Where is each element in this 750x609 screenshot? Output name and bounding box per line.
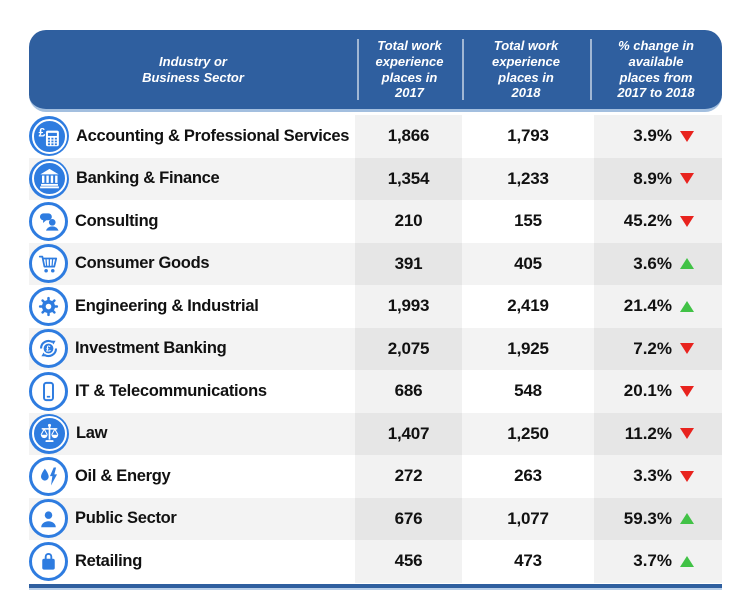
- oil-energy-icon: [29, 457, 68, 496]
- people-chat-icon: [29, 202, 68, 241]
- places-2017-value: 1,407: [355, 413, 462, 456]
- shopping-bag-icon: [29, 542, 68, 581]
- percent-change-value: 3.7%: [633, 551, 672, 571]
- industry-cell: [29, 200, 355, 243]
- percent-change-value: 3.6%: [633, 253, 672, 273]
- places-2017-value: 676: [355, 498, 462, 541]
- down-arrow-icon: [680, 343, 694, 354]
- industry-label: Investment Banking: [75, 339, 227, 358]
- industry-label: Consulting: [75, 211, 159, 230]
- percent-change-cell: [594, 200, 722, 243]
- places-2017-value: 2,075: [355, 328, 462, 371]
- places-2018-value: 405: [514, 253, 542, 273]
- industry-cell: [29, 370, 355, 413]
- percent-change-value: 20.1%: [623, 381, 672, 401]
- places-2018-value: 1,250: [507, 423, 549, 443]
- percent-change-value: 59.3%: [623, 508, 672, 528]
- up-arrow-icon: [680, 556, 694, 567]
- calculator-pound-icon: [29, 116, 69, 156]
- up-arrow-icon: [680, 513, 694, 524]
- table-row: [29, 370, 722, 413]
- percent-change-value: 8.9%: [633, 168, 672, 188]
- places-2017-value: 1,866: [355, 115, 462, 158]
- down-arrow-icon: [680, 428, 694, 439]
- person-icon: [29, 499, 68, 538]
- places-2018-value: 155: [514, 211, 542, 231]
- header-industry-sector: Industry or Business Sector: [142, 53, 244, 85]
- table-row: [29, 200, 722, 243]
- percent-change-value: 11.2%: [624, 423, 672, 443]
- shopping-cart-icon: [29, 244, 68, 283]
- industry-cell: [29, 115, 355, 158]
- industry-cell: [29, 540, 355, 583]
- places-2017-value: 1,354: [355, 158, 462, 201]
- places-2017-value: 210: [355, 200, 462, 243]
- places-2017-value: 1,993: [355, 285, 462, 328]
- percent-change-value: 3.9%: [633, 126, 672, 146]
- industry-label: Retailing: [75, 551, 142, 570]
- places-2018-value: 1,077: [507, 508, 549, 528]
- header-percent-change: % change in available places from 2017 to 2018: [590, 30, 722, 109]
- industry-label: Consumer Goods: [75, 254, 210, 273]
- percent-change-value: 7.2%: [633, 338, 672, 358]
- percent-change-cell: [594, 413, 722, 456]
- svg-text:£: £: [38, 125, 45, 140]
- percent-change-value: 21.4%: [623, 296, 672, 316]
- down-arrow-icon: [680, 471, 694, 482]
- table-row: [29, 498, 722, 541]
- up-arrow-icon: [680, 301, 694, 312]
- places-2018-value: 1,793: [507, 126, 549, 146]
- gear-icon: [29, 287, 68, 326]
- table-row: [29, 158, 722, 201]
- percent-change-cell: [594, 455, 722, 498]
- industry-label: Public Sector: [75, 509, 177, 528]
- down-arrow-icon: [680, 386, 694, 397]
- places-2018-value: 548: [514, 381, 542, 401]
- pound-cycle-icon: [29, 329, 68, 368]
- percent-change-cell: [594, 115, 722, 158]
- up-arrow-icon: [680, 258, 694, 269]
- table-body: [29, 115, 722, 583]
- industry-cell: [29, 413, 355, 456]
- places-2017-value: 686: [355, 370, 462, 413]
- industry-cell: [29, 285, 355, 328]
- industry-label: Banking & Finance: [76, 169, 220, 188]
- percent-change-cell: [594, 370, 722, 413]
- table-row: [29, 285, 722, 328]
- industry-label: Law: [76, 424, 108, 443]
- table-row: [29, 455, 722, 498]
- bottom-rule-highlight: [29, 588, 722, 590]
- industry-label: IT & Telecommunications: [75, 381, 267, 400]
- down-arrow-icon: [680, 131, 694, 142]
- header-places-2017: Total work experience places in 2017: [357, 30, 462, 109]
- places-2018-value: 1,233: [507, 168, 549, 188]
- industry-table: [29, 30, 722, 590]
- industry-cell: [29, 328, 355, 371]
- percent-change-cell: [594, 285, 722, 328]
- places-2017-value: 456: [355, 540, 462, 583]
- table-row: [29, 540, 722, 583]
- percent-change-value: 3.3%: [633, 466, 672, 486]
- industry-label: Engineering & Industrial: [75, 296, 259, 315]
- percent-change-cell: [594, 243, 722, 286]
- header-places-2018: Total work experience places in 2018: [462, 30, 590, 109]
- table-header: [29, 30, 722, 112]
- industry-label: Oil & Energy: [75, 466, 171, 485]
- table-row: [29, 413, 722, 456]
- bank-icon: [29, 159, 69, 199]
- industry-cell: [29, 243, 355, 286]
- places-2018-value: 473: [514, 551, 542, 571]
- percent-change-cell: [594, 498, 722, 541]
- down-arrow-icon: [680, 216, 694, 227]
- places-2018-value: 263: [514, 466, 542, 486]
- industry-cell: [29, 498, 355, 541]
- industry-cell: [29, 455, 355, 498]
- industry-label: Accounting & Professional Services: [76, 126, 350, 145]
- smartphone-icon: [29, 372, 68, 411]
- places-2018-value: 2,419: [507, 296, 549, 316]
- percent-change-cell: [594, 158, 722, 201]
- scales-icon: [29, 414, 69, 454]
- svg-text:£: £: [46, 343, 51, 354]
- table-row: [29, 328, 722, 371]
- table-row: [29, 243, 722, 286]
- percent-change-cell: [594, 540, 722, 583]
- places-2017-value: 391: [355, 243, 462, 286]
- down-arrow-icon: [680, 173, 694, 184]
- industry-cell: [29, 158, 355, 201]
- table-row: [29, 115, 722, 158]
- places-2017-value: 272: [355, 455, 462, 498]
- percent-change-value: 45.2%: [623, 211, 672, 231]
- places-2018-value: 1,925: [507, 338, 549, 358]
- percent-change-cell: [594, 328, 722, 371]
